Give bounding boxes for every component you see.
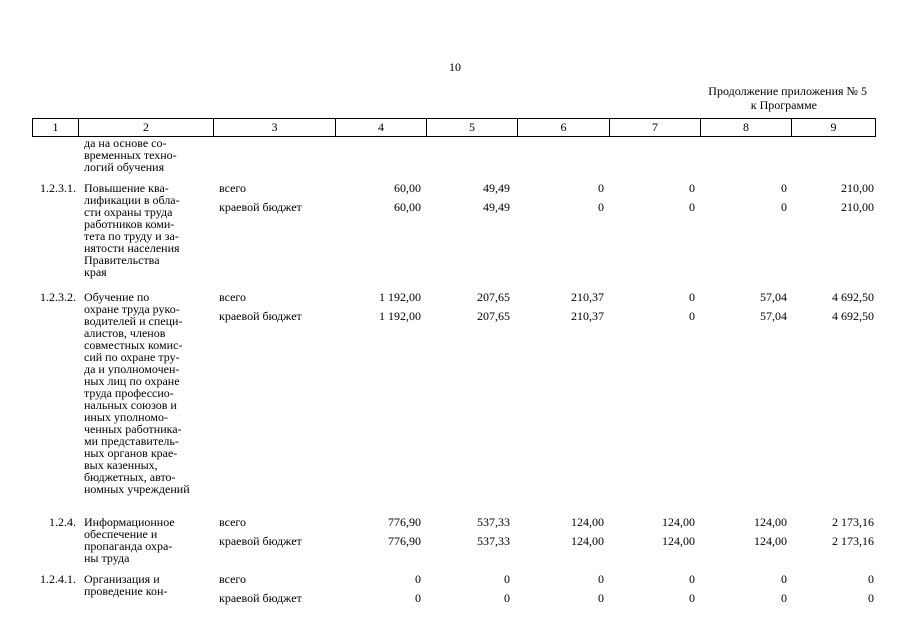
value-cell: 57,04 [760,309,787,323]
value-cell: 0 [415,572,421,586]
value-cell: 0 [781,591,787,605]
value-cell: 60,00 [394,200,421,214]
value-cell: 124,00 [754,515,787,529]
column-header: 9 [792,119,876,137]
row-code: 1.2.4.1. [40,572,76,586]
value-cell: 0 [689,591,695,605]
value-cell: 0 [781,200,787,214]
value-cell: 0 [781,181,787,195]
value-cell: 0 [598,572,604,586]
value-cell: 0 [689,309,695,323]
value-cell: 1 192,00 [379,290,421,304]
value-cell: 210,00 [841,200,874,214]
value-cell: 210,37 [571,290,604,304]
page-number: 10 [449,60,461,74]
source-label: краевой бюджет [219,591,302,605]
value-cell: 124,00 [662,534,695,548]
value-cell: 124,00 [571,534,604,548]
value-cell: 776,90 [388,534,421,548]
column-header: 7 [610,119,701,137]
value-cell: 124,00 [662,515,695,529]
value-cell: 0 [689,572,695,586]
value-cell: 0 [598,591,604,605]
value-cell: 0 [504,572,510,586]
value-cell: 207,65 [477,290,510,304]
value-cell: 57,04 [760,290,787,304]
value-cell: 2 173,16 [832,515,874,529]
column-header: 1 [33,119,79,137]
column-header: 5 [427,119,518,137]
source-label: всего [219,515,247,529]
value-cell: 0 [598,200,604,214]
value-cell: 537,33 [477,515,510,529]
value-cell: 0 [689,200,695,214]
value-cell: 0 [868,591,874,605]
source-label: всего [219,290,247,304]
column-header: 4 [336,119,427,137]
source-label: краевой бюджет [219,534,302,548]
column-header: 2 [79,119,214,137]
value-cell: 4 692,50 [832,290,874,304]
value-cell: 0 [868,572,874,586]
row-name: Организация и проведение кон- [84,572,168,598]
row-code: 1.2.3.2. [40,290,76,304]
column-header: 3 [214,119,336,137]
column-header: 6 [518,119,610,137]
column-header: 8 [701,119,792,137]
value-cell: 1 192,00 [379,309,421,323]
value-cell: 124,00 [571,515,604,529]
value-cell: 210,37 [571,309,604,323]
row-name: Повышение ква- лификации в обла- сти охраны труда работников коми- тета по труду и за- нятости населения Правительства края [84,181,180,279]
value-cell: 0 [689,290,695,304]
continuation-subtitle: к Программе [750,98,817,112]
row-name: Обучение по охране труда руко- водителей и специ- алистов, членов совместных комис- сий по охране тру- да и уполномочен- ных лиц по охране труда профессио- нальных союзов и иных уполномо- ченных работника- ми представитель- ных органов крае- вых казенных, бюджетных, авто- номных учреждений [84,290,190,496]
value-cell: 60,00 [394,181,421,195]
value-cell: 0 [598,181,604,195]
value-cell: 4 692,50 [832,309,874,323]
value-cell: 49,49 [483,181,510,195]
source-label: всего [219,181,247,195]
carryover-name: да на основе со- временных техно- логий обучения [84,136,177,174]
value-cell: 49,49 [483,200,510,214]
continuation-title: Продолжение приложения № 5 [708,84,867,98]
value-cell: 124,00 [754,534,787,548]
value-cell: 207,65 [477,309,510,323]
value-cell: 776,90 [388,515,421,529]
value-cell: 0 [504,591,510,605]
row-code: 1.2.4. [49,515,76,529]
row-name: Информационное обеспечение и пропаганда охра- ны труда [84,515,175,565]
source-label: краевой бюджет [219,200,302,214]
value-cell: 210,00 [841,181,874,195]
value-cell: 0 [689,181,695,195]
value-cell: 0 [781,572,787,586]
value-cell: 0 [415,591,421,605]
value-cell: 537,33 [477,534,510,548]
row-code: 1.2.3.1. [40,181,76,195]
source-label: всего [219,572,247,586]
column-header-row [32,118,876,137]
source-label: краевой бюджет [219,309,302,323]
value-cell: 2 173,16 [832,534,874,548]
